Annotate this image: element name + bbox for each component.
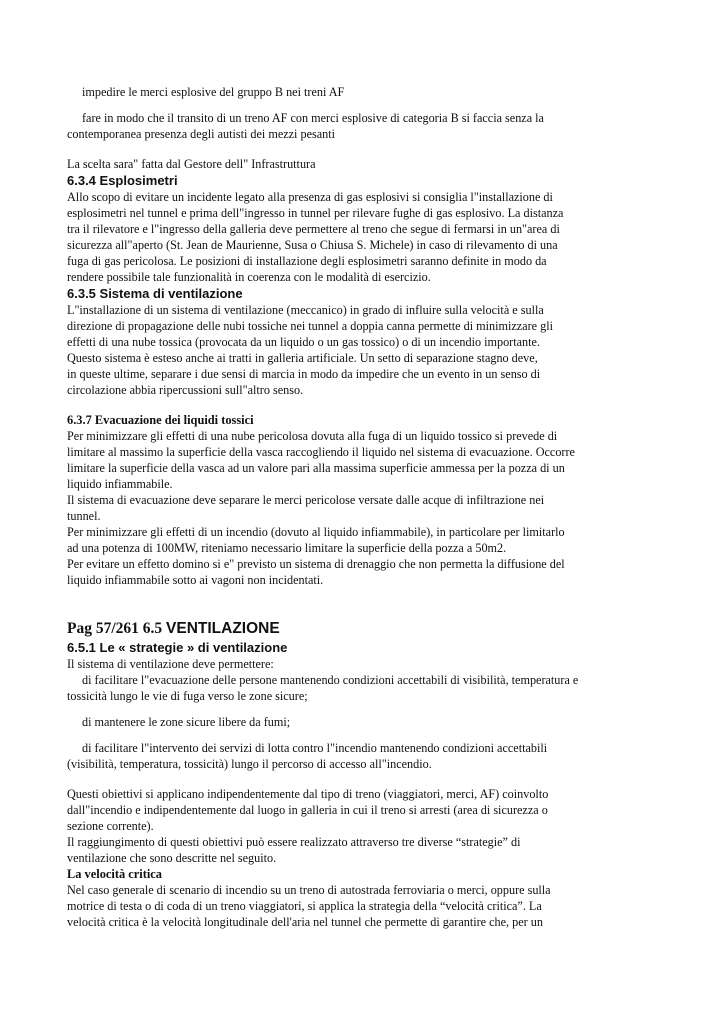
- s634-line: tra il rilevatore e l"ingresso della galleria deve permettere al treno che segue di fermarsi in un"area di: [67, 222, 560, 236]
- s637-line: limitare la superficie della vasca ad un valore pari alla massima superficie ammessa per la pozza di un: [67, 461, 565, 475]
- s635-line: Questo sistema è esteso anche ai tratti in galleria artificiale. Un setto di separazione stagno deve,: [67, 351, 538, 365]
- s651-line: Il raggiungimento di questi obiettivi può essere realizzato attraverso tre diverse “strategie” di: [67, 835, 521, 849]
- section-title-ventilazione: VENTILAZIONE: [166, 620, 280, 637]
- s651-bullet-evacuation-line1: di facilitare l"evacuazione delle persone mantenendo condizioni accettabili di visibilità, temperatura e: [82, 673, 579, 687]
- heading-critical-velocity: La velocità critica: [67, 867, 162, 881]
- s637-line: limitare al massimo la superficie della vasca raccogliendo il liquido nel sistema di evacuazione. Occorre: [67, 445, 575, 459]
- s651-bullet-evacuation-line2: tossicità lungo le vie di fuga verso le zone sicure;: [67, 689, 308, 703]
- s634-line: fuga di gas pericolosa. Le posizioni di installazione degli esplosimetri saranno definite in modo da: [67, 254, 547, 268]
- critical-line: motrice di testa o di coda di un treno viaggiatori, si applica la strategia della “velocità critica”. La: [67, 899, 542, 913]
- s635-line: effetti di una nube tossica (provocata da un liquido o un gas tossico) o di un incendio importante.: [67, 335, 540, 349]
- document-page: [67, 84, 647, 930]
- s637-line: tunnel.: [67, 509, 101, 523]
- s637-line: Per minimizzare gli effetti di una nube pericolosa dovuta alla fuga di un liquido tossico si prevede di: [67, 429, 558, 443]
- s634-line: sicurezza all"aperto (St. Jean de Maurienne, Susa o Chiusa S. Michele) in caso di rilevamento di una: [67, 238, 558, 252]
- s637-line: Il sistema di evacuazione deve separare le merci pericolose versate dalle acque di infiltrazione nei: [67, 493, 545, 507]
- s651-intro: Il sistema di ventilazione deve permettere:: [67, 657, 274, 671]
- s651-bullet-firefighting-line1: di facilitare l"intervento dei servizi di lotta contro l"incendio mantenendo condizioni accettabili: [82, 741, 548, 755]
- s651-bullet-firefighting-line2: (visibilità, temperatura, tossicità) lungo il percorso di accesso all"incendio.: [67, 757, 432, 771]
- s634-line: Allo scopo di evitare un incidente legato alla presenza di gas esplosivi si consiglia l"installazione di: [67, 190, 553, 204]
- heading-6-3-5: 6.3.5 Sistema di ventilazione: [67, 286, 243, 301]
- heading-6-5-1: 6.5.1 Le « strategie » di ventilazione: [67, 640, 288, 655]
- bullet-transit-af-line1: fare in modo che il transito di un treno AF con merci esplosive di categoria B si faccia senza la: [82, 111, 544, 125]
- s635-line: L"installazione di un sistema di ventilazione (meccanico) in grado di influire sulla velocità e sulla: [67, 303, 544, 317]
- page-reference-heading: [67, 618, 647, 639]
- bullet-explosives-b: impedire le merci esplosive del gruppo B nei treni AF: [82, 85, 345, 99]
- s634-line: esplosimetri nel tunnel e prima dell"ingresso in tunnel per rilevare fughe di gas esplosivo. La distanza: [67, 206, 564, 220]
- choice-line: La scelta sara" fatta dal Gestore dell" Infrastruttura: [67, 157, 316, 171]
- s637-line: Per minimizzare gli effetti di un incendio (dovuto al liquido infiammabile), in particolare per limitarlo: [67, 525, 565, 539]
- s651-bullet-safe-zones: di mantenere le zone sicure libere da fumi;: [82, 715, 291, 729]
- s635-line: direzione di propagazione delle nubi tossiche nei tunnel a doppia canna permette di minimizzare gli: [67, 319, 553, 333]
- s651-line: sezione corrente).: [67, 819, 154, 833]
- s637-line: liquido infiammabile sotto ai vagoni non incidentati.: [67, 573, 324, 587]
- s637-line: ad una potenza di 100MW, riteniamo necessario limitare la superficie della pozza a 50m2.: [67, 541, 507, 555]
- s634-line: rendere possibile tale funzionalità in coerenza con le modalità di esercizio.: [67, 270, 431, 284]
- s651-line: Questi obiettivi si applicano indipendentemente dal tipo di treno (viaggiatori, merci, AF) coinvolto: [67, 787, 549, 801]
- s651-line: dall"incendio e indipendentemente dal luogo in galleria in cui il treno si arresti (area di sicurezza o: [67, 803, 548, 817]
- s651-line: ventilazione che sono descritte nel seguito.: [67, 851, 277, 865]
- page-reference: Pag 57/261 6.5: [67, 620, 167, 637]
- s637-line: Per evitare un effetto domino si e" previsto un sistema di drenaggio che non permetta la diffusione del: [67, 557, 565, 571]
- s635-line: circolazione abbia ripercussioni sull"altro senso.: [67, 383, 304, 397]
- s635-line: in queste ultime, separare i due sensi di marcia in modo da impedire che un evento in un senso di: [67, 367, 541, 381]
- heading-6-3-4: 6.3.4 Esplosimetri: [67, 173, 178, 188]
- critical-line: Nel caso generale di scenario di incendio su un treno di autostrada ferroviaria o merci, oppure sulla: [67, 883, 551, 897]
- critical-line: velocità critica è la velocità longitudinale dell'aria nel tunnel che permette di garantire che, per un: [67, 915, 543, 929]
- s637-line: liquido infiammabile.: [67, 477, 173, 491]
- bullet-transit-af-line2: contemporanea presenza degli autisti dei mezzi pesanti: [67, 127, 336, 141]
- heading-6-3-7: 6.3.7 Evacuazione dei liquidi tossici: [67, 413, 254, 427]
